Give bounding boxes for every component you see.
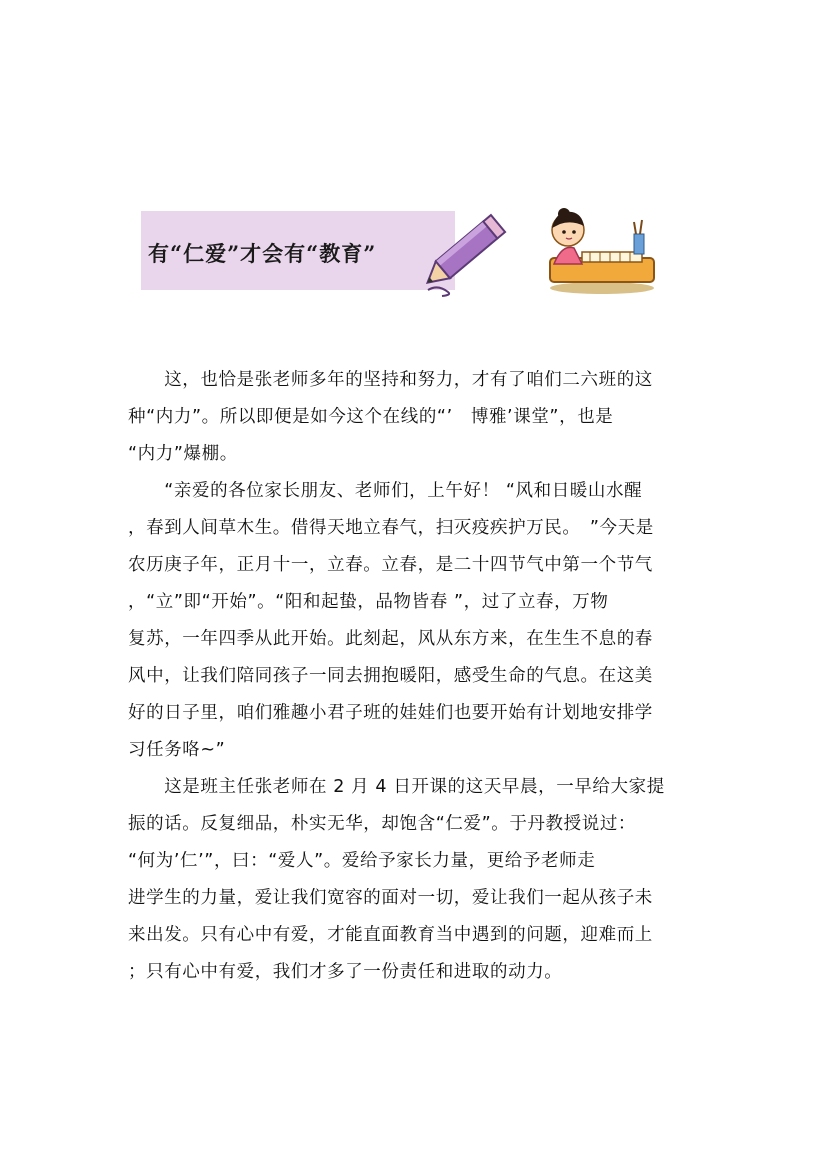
pencil-icon <box>418 200 518 300</box>
text-line: 进学生的力量，爱让我们宽容的面对一切，爱让我们一起从孩子未 <box>128 888 653 908</box>
text-line: ，“立”即“开始”。“阳和起蛰，品物皆春 ”，过了立春，万物 <box>128 592 609 612</box>
text-line: 振的话。反复细品，朴实无华，却饱含“仁爱”。于丹教授说过： <box>128 814 637 834</box>
text-line: “何为’仁’”，曰：“爱人”。爱给予家长力量，更给予老师走 <box>128 851 596 871</box>
text-line: 复苏，一年四季从此开始。此刻起，风从东方来，在生生不息的春 <box>128 629 653 649</box>
article-title: 有“仁爱”才会有“教育” <box>148 241 377 266</box>
text-line: “亲爱的各位家长朋友、老师们，上午好！ “风和日暖山水醒 <box>128 481 643 501</box>
paragraph <box>128 362 708 473</box>
text-line: 好的日子里，咱们雅趣小君子班的娃娃们也要开始有计划地安排学 <box>128 703 653 723</box>
text-line: 风中，让我们陪同孩子一同去拥抱暖阳，感受生命的气息。在这美 <box>128 666 653 686</box>
girl-writing-illustration <box>542 200 662 296</box>
text-line: 习任务咯~” <box>128 740 226 760</box>
text-line: 这，也恰是张老师多年的坚持和努力，才有了咱们二六班的这 <box>128 370 653 390</box>
article-body <box>128 362 708 991</box>
text-line: 种“内力”。所以即便是如今这个在线的“’ 博雅’课堂”，也是 <box>128 407 614 427</box>
paragraph <box>128 473 708 769</box>
text-line: ，春到人间草木生。借得天地立春气，扫灭疫疾护万民。 ”今天是 <box>128 518 654 538</box>
text-line: 这是班主任张老师在 2 月 4 日开课的这天早晨，一早给大家提 <box>128 777 665 797</box>
paragraph <box>128 769 708 991</box>
text-line: 农历庚子年，正月十一，立春。立春，是二十四节气中第一个节气 <box>128 555 653 575</box>
text-line: “内力”爆棚。 <box>128 444 238 464</box>
text-line: 来出发。只有心中有爱，才能直面教育当中遇到的问题，迎难而上 <box>128 925 653 945</box>
text-line: ；只有心中有爱，我们才多了一份责任和进取的动力。 <box>128 962 563 982</box>
